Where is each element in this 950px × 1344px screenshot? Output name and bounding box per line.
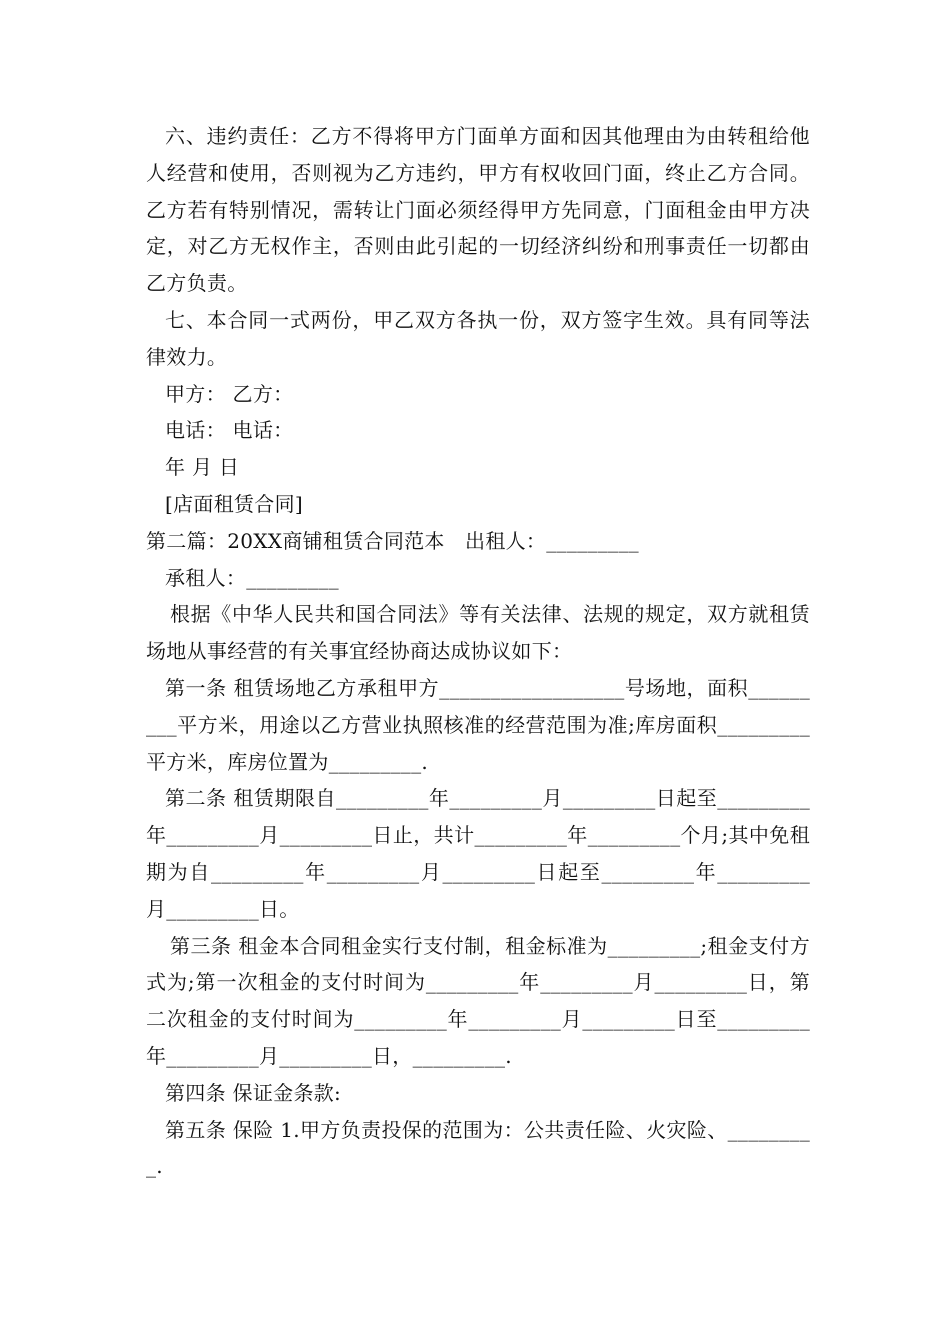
document-body	[146, 118, 810, 1185]
paragraph-lessee: 承租人：_________	[165, 565, 339, 590]
paragraph-article-3: 第三条 租金本合同租金实行支付制，租金标准为_________;租金支付方式为;第一次租金的支付时间为_________年_________月_________日，第二次租金的支付时间为_________年_________月_________日至_________年_________月_________日，_________.	[146, 933, 810, 1068]
paragraph-phone-labels: 电话： 电话：	[165, 418, 294, 443]
paragraph-breach-liability: 六、违约责任：乙方不得将甲方门面单方面和因其他理由为由转租给他人经营和使用，否则视为乙方违约，甲方有权收回门面，终止乙方合同。乙方若有特别情况，需转让门面必须经得甲方先同意，门面租金由甲方决定，对乙方无权作主，否则由此引起的一切经济纠纷和刑事责任一切都由乙方负责。	[146, 124, 810, 296]
paragraph-contract-title: [店面租赁合同]	[165, 491, 304, 516]
paragraph-article-1: 第一条 租赁场地乙方承租甲方__________________号场地，面积_________平方米，用途以乙方营业执照核准的经营范围为准;库房面积_________平方米，库房位置为_________.	[146, 675, 810, 774]
paragraph-date-line: 年 月 日	[165, 455, 240, 480]
paragraph-party-labels: 甲方： 乙方：	[165, 381, 294, 406]
paragraph-copies-clause: 七、本合同一式两份，甲乙双方各执一份，双方签字生效。具有同等法律效力。	[146, 307, 810, 369]
paragraph-legal-basis: 根据《中华人民共和国合同法》等有关法律、法规的规定，双方就租赁场地从事经营的有关事宜经协商达成协议如下：	[146, 602, 810, 664]
paragraph-article-5: 第五条 保险 1.甲方负责投保的范围为：公共责任险、火灾险、_________.	[146, 1117, 810, 1179]
paragraph-article-4: 第四条 保证金条款:	[165, 1080, 342, 1105]
paragraph-article-2: 第二条 租赁期限自_________年_________月_________日起至_________年_________月_________日止，共计_________年_________个月;其中免租期为自_________年_________月_________日起至_________年_________月_________日。	[146, 786, 810, 921]
paragraph-second-article-heading: 第二篇：20XX商铺租赁合同范本 出租人：_________	[146, 528, 639, 553]
